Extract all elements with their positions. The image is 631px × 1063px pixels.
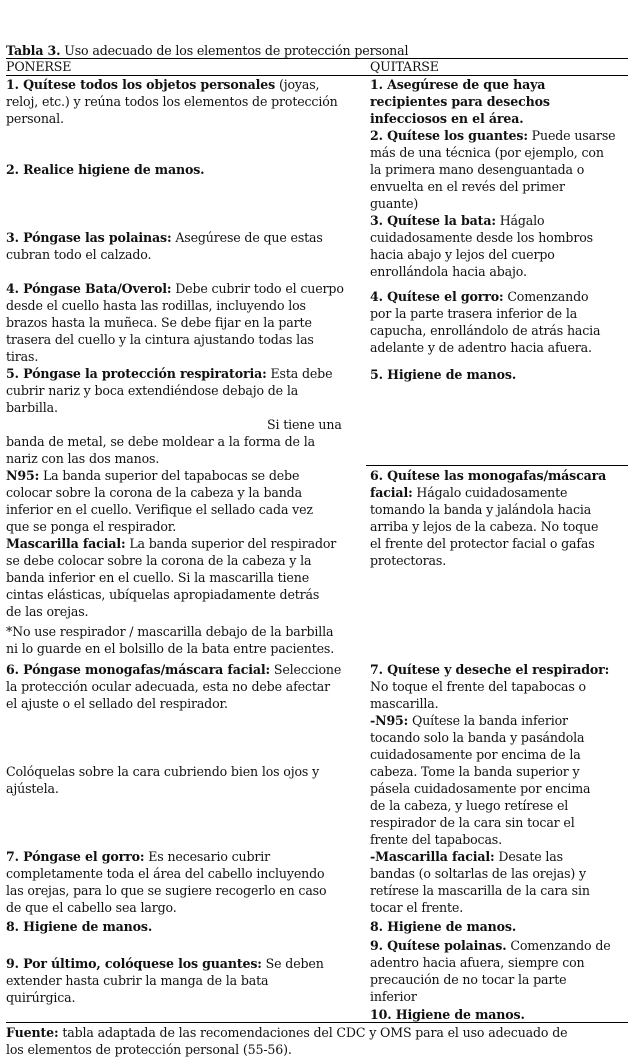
text-line: cabeza. Tome la banda superior y xyxy=(370,764,580,779)
step-title: facial: xyxy=(370,485,413,500)
step-text: (joyas, xyxy=(275,77,320,92)
caption-label: Tabla 3. xyxy=(6,43,61,58)
text-line: el ajuste o el sellado del respirador. xyxy=(6,696,228,711)
text-line: cintas elásticas, ubíquelas apropiadamente detrás xyxy=(6,587,320,602)
text-line: hacia abajo y lejos del cuerpo xyxy=(370,247,555,262)
section-divider xyxy=(366,465,628,466)
text-line: brazos hasta la muñeca. Se debe fijar en la parte xyxy=(6,315,312,330)
step-text: Hágalo cuidadosamente xyxy=(412,485,568,500)
text-line: los elementos de protección personal (55-56). xyxy=(6,1042,292,1057)
footer-rule xyxy=(6,1022,628,1023)
text-line: bandas (o soltarlas de las orejas) y xyxy=(370,866,586,881)
caption-text: Uso adecuado de los elementos de protección personal xyxy=(60,43,409,58)
quitar-step-3 xyxy=(370,212,544,229)
source-label: Fuente: xyxy=(6,1025,59,1040)
step-text: Puede usarse xyxy=(527,128,616,143)
step-text: Seleccione xyxy=(270,662,342,677)
quitar-step-2 xyxy=(370,127,615,144)
step-text: La banda superior del respirador xyxy=(125,536,337,551)
text-line: tocar el frente. xyxy=(370,900,464,915)
text-line: nariz con las dos manos. xyxy=(6,451,160,466)
step-text: Asegúrese de que estas xyxy=(171,230,323,245)
text-line xyxy=(370,484,567,501)
step-text: Se deben xyxy=(261,956,324,971)
step-text: Desate las xyxy=(494,849,563,864)
step-title: 4. Quítese el gorro: xyxy=(370,289,504,304)
text-line: cuidadosamente desde los hombros xyxy=(370,230,593,245)
poner-step-4 xyxy=(6,280,344,297)
step-title: 3. Póngase las polainas: xyxy=(6,230,172,245)
poner-n95 xyxy=(6,467,299,484)
text-line: adentro hacia afuera, siempre con xyxy=(370,955,585,970)
step-text: La banda superior del tapabocas se debe xyxy=(39,468,300,483)
step-text: Comenzando de xyxy=(506,938,611,953)
quitar-step-7: 7. Quítese y deseche el respirador: xyxy=(370,662,610,677)
step-title: 6. Póngase monogafas/máscara facial: xyxy=(6,662,270,677)
text-line: frente del tapabocas. xyxy=(370,832,502,847)
text-line: personal. xyxy=(6,111,64,126)
step-title: 9. Quítese polainas. xyxy=(370,938,507,953)
text-line: precaución de no tocar la parte xyxy=(370,972,567,987)
text-line: quirúrgica. xyxy=(6,990,76,1005)
quitar-step-4 xyxy=(370,288,588,305)
col-header-poner: PONERSE xyxy=(6,59,72,74)
poner-step-1 xyxy=(6,76,319,93)
quitar-step-5: 5. Higiene de manos. xyxy=(370,367,517,382)
source-note xyxy=(6,1024,567,1041)
text-line: tomando la banda y jalándola hacia xyxy=(370,502,592,517)
source-text: tabla adaptada de las recomendaciones del CDC y OMS para el uso adecuado de xyxy=(58,1025,568,1040)
text-line: arriba y lejos de la cabeza. No toque xyxy=(370,519,599,534)
text-line: cubrir nariz y boca extendiéndose debajo de la xyxy=(6,383,299,398)
text-line: mascarilla. xyxy=(370,696,439,711)
text-line: capucha, enrollándolo de atrás hacia xyxy=(370,323,601,338)
text-line: el frente del protector facial o gafas xyxy=(370,536,595,551)
text-line: enrollándola hacia abajo. xyxy=(370,264,527,279)
quitar-step-10: 10. Higiene de manos. xyxy=(370,1007,525,1022)
text-line: reloj, etc.) y reúna todos los elementos de protección xyxy=(6,94,338,109)
quitar-step-8: 8. Higiene de manos. xyxy=(370,919,517,934)
step-text: Hágalo xyxy=(495,213,545,228)
text-line: retírese la mascarilla de la cara sin xyxy=(370,883,590,898)
step-title: 7. Póngase el gorro: xyxy=(6,849,145,864)
text-line: cubran todo el calzado. xyxy=(6,247,152,262)
step-title: 9. Por último, colóquese los guantes: xyxy=(6,956,262,971)
col-header-quitar: QUITARSE xyxy=(370,59,439,74)
step-text: Comenzando xyxy=(503,289,589,304)
step-title: 2. Quítese los guantes: xyxy=(370,128,528,143)
text-line: ni lo guarde en el bolsillo de la bata entre pacientes. xyxy=(6,641,335,656)
poner-note: *No use respirador / mascarilla debajo de la barbilla xyxy=(6,624,334,639)
poner-step-3 xyxy=(6,229,323,246)
text-line: No toque el frente del tapabocas o xyxy=(370,679,586,694)
step-title: 1. Quítese todos los objetos personales xyxy=(6,77,276,92)
quitar-n95 xyxy=(370,712,568,729)
text-line: adelante y de adentro hacia afuera. xyxy=(370,340,592,355)
step-title: 5. Póngase la protección respiratoria: xyxy=(6,366,267,381)
header-top-rule xyxy=(6,58,628,59)
poner-step-6 xyxy=(6,661,341,678)
table-caption xyxy=(6,42,408,59)
text-line: la primera mano desenguantada o xyxy=(370,162,585,177)
text-line: ajústela. xyxy=(6,781,59,796)
text-line: por la parte trasera inferior de la xyxy=(370,306,578,321)
text-line: Si tiene una xyxy=(267,417,342,432)
text-line: de la cabeza, y luego retírese el xyxy=(370,798,569,813)
text-line: más de una técnica (por ejemplo, con xyxy=(370,145,604,160)
poner-step-8: 8. Higiene de manos. xyxy=(6,919,153,934)
text-line: de las orejas. xyxy=(6,604,89,619)
step-title: 3. Quítese la bata: xyxy=(370,213,496,228)
text-line: que se ponga el respirador. xyxy=(6,519,177,534)
poner-mascarilla xyxy=(6,535,336,552)
text-line: trasera del cuello y la cintura ajustando todas las xyxy=(6,332,314,347)
text-line: infecciosos en el área. xyxy=(370,111,524,126)
text-line: respirador de la cara sin tocar el xyxy=(370,815,575,830)
text-line: barbilla. xyxy=(6,400,58,415)
text-line: banda inferior en el cuello. Si la mascarilla tiene xyxy=(6,570,309,585)
poner-step-5 xyxy=(6,365,332,382)
text-line: banda de metal, se debe moldear a la forma de la xyxy=(6,434,315,449)
step-title: -Mascarilla facial: xyxy=(370,849,495,864)
step-title: -N95: xyxy=(370,713,409,728)
step-text: Es necesario cubrir xyxy=(144,849,271,864)
step-text: Esta debe xyxy=(266,366,333,381)
text-line: de que el cabello sea largo. xyxy=(6,900,177,915)
text-line: tiras. xyxy=(6,349,39,364)
text-line: inferior en el cuello. Verifique el sellado cada vez xyxy=(6,502,313,517)
poner-step-2: 2. Realice higiene de manos. xyxy=(6,162,205,177)
text-line: recipientes para desechos xyxy=(370,94,550,109)
text-line: extender hasta cubrir la manga de la bata xyxy=(6,973,269,988)
quitar-step-9 xyxy=(370,937,611,954)
text-line: envuelta en el revés del primer xyxy=(370,179,565,194)
quitar-step-6: 6. Quítese las monogafas/máscara xyxy=(370,468,607,483)
step-text: Debe cubrir todo el cuerpo xyxy=(171,281,344,296)
text-line: colocar sobre la corona de la cabeza y la banda xyxy=(6,485,302,500)
text-line: inferior xyxy=(370,989,417,1004)
step-title: 4. Póngase Bata/Overol: xyxy=(6,281,172,296)
quitar-step-1: 1. Asegúrese de que haya xyxy=(370,77,546,92)
text-line: guante) xyxy=(370,196,419,211)
text-line: protectoras. xyxy=(370,553,447,568)
text-line: pásela cuidadosamente por encima xyxy=(370,781,591,796)
text-line: se debe colocar sobre la corona de la cabeza y la xyxy=(6,553,312,568)
step-title: Mascarilla facial: xyxy=(6,536,126,551)
text-line: completamente toda el área del cabello incluyendo xyxy=(6,866,325,881)
text-line: Colóquelas sobre la cara cubriendo bien los ojos y xyxy=(6,764,320,779)
step-title: N95: xyxy=(6,468,40,483)
poner-step-7 xyxy=(6,848,270,865)
poner-step-9 xyxy=(6,955,324,972)
step-text: Quítese la banda inferior xyxy=(408,713,568,728)
text-line: la protección ocular adecuada, esta no debe afectar xyxy=(6,679,330,694)
quitar-mascarilla xyxy=(370,848,563,865)
text-line: desde el cuello hasta las rodillas, incluyendo los xyxy=(6,298,306,313)
text-line: tocando solo la banda y pasándola xyxy=(370,730,585,745)
text-line: las orejas, para lo que se sugiere recogerlo en caso xyxy=(6,883,327,898)
text-line: cuidadosamente por encima de la xyxy=(370,747,581,762)
